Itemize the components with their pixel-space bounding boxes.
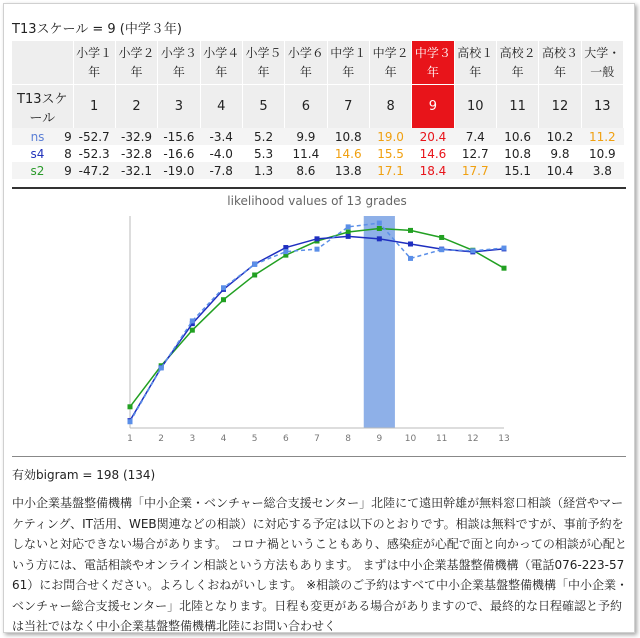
scale-number: 9 (412, 85, 454, 129)
row-value: 11.4 (292, 146, 320, 161)
row-value: 19.0 (369, 128, 411, 145)
x-tick-label: 9 (376, 434, 383, 444)
divider-bottom (12, 456, 626, 457)
scale-number: 4 (200, 85, 242, 129)
data-point-ns (283, 249, 288, 254)
data-point-ns (439, 247, 444, 252)
data-point-s4 (377, 236, 382, 241)
score-row-s2 (12, 162, 624, 179)
x-tick-label: 3 (189, 434, 196, 444)
scale-number: 5 (242, 85, 284, 129)
highlight-band (364, 216, 395, 428)
grade-label: 小学２年 (115, 41, 157, 85)
scale-number: 2 (115, 85, 157, 129)
scale-number: 6 (285, 85, 327, 129)
x-tick-label: 7 (314, 434, 320, 444)
data-point-s2 (346, 230, 351, 235)
scale-number: 10 (454, 85, 496, 129)
data-point-s4 (346, 234, 351, 239)
score-row-s4 (12, 145, 624, 162)
row-value: 18.4 (412, 162, 454, 179)
x-tick-label: 10 (404, 434, 417, 444)
row-score: 9 (64, 163, 72, 178)
data-point-s2 (221, 297, 226, 302)
scale-label: T13スケール (12, 85, 73, 129)
row-value: -47.2 (73, 162, 115, 179)
scale-number: 8 (369, 85, 411, 129)
score-row-ns (12, 128, 624, 145)
row-value: 9.8 (550, 146, 570, 161)
data-point-s4 (315, 236, 320, 241)
data-point-ns (408, 256, 413, 261)
grade-table (12, 41, 624, 179)
grade-label: 小学３年 (158, 41, 200, 85)
x-tick-label: 8 (345, 434, 352, 444)
row-value: 14.6 (334, 146, 362, 161)
row-value: 10.4 (539, 162, 581, 179)
header-corner (12, 41, 73, 85)
row-value: 15.1 (496, 162, 538, 179)
x-tick-label: 11 (435, 434, 448, 444)
row-value: 3.8 (581, 162, 623, 179)
row-value: 5.3 (254, 146, 274, 161)
grade-label: 大学・一般 (581, 41, 623, 85)
scale-number: 11 (496, 85, 538, 129)
row-value: 9.9 (285, 128, 327, 145)
data-point-ns (502, 246, 507, 251)
scale-number: 12 (539, 85, 581, 129)
row-value: -32.8 (120, 146, 153, 161)
data-point-s2 (190, 328, 195, 333)
data-point-ns (377, 221, 382, 226)
scale-number-row (12, 85, 624, 129)
grade-header-row (12, 41, 624, 85)
scale-number: 1 (73, 85, 115, 129)
data-point-ns (470, 248, 475, 253)
row-value: -3.4 (200, 128, 242, 145)
row-value: -32.1 (115, 162, 157, 179)
grade-label: 高校２年 (496, 41, 538, 85)
row-value: 17.1 (369, 162, 411, 179)
data-point-s2 (502, 266, 507, 271)
bigram-count: 有効bigram = 198 (134) (12, 468, 156, 482)
grade-label: 高校３年 (539, 41, 581, 85)
data-point-s2 (439, 235, 444, 240)
row-value: 15.5 (377, 146, 404, 161)
data-point-ns (159, 365, 164, 370)
row-name: s4 (30, 146, 45, 161)
data-point-ns (221, 285, 226, 290)
grade-label: 高校１年 (454, 41, 496, 85)
row-value: -16.6 (163, 146, 195, 161)
scale-number: 13 (581, 85, 623, 129)
row-value: -15.6 (158, 128, 200, 145)
likelihood-chart (12, 190, 626, 456)
row-value: -32.9 (115, 128, 157, 145)
data-point-s4 (408, 241, 413, 246)
data-point-ns (252, 262, 257, 267)
series-line-s2 (130, 229, 504, 407)
row-name: ns (12, 128, 63, 145)
row-value: 14.6 (419, 146, 447, 161)
grade-label: 中学２年 (369, 41, 411, 85)
chart-title: likelihood values of 13 grades (227, 194, 407, 208)
x-tick-label: 4 (220, 434, 227, 444)
x-tick-label: 12 (467, 434, 479, 444)
x-tick-label: 2 (158, 434, 165, 444)
row-name: s2 (12, 162, 63, 179)
data-point-s2 (377, 226, 382, 231)
series-line-s4 (130, 236, 504, 420)
row-value: 10.9 (588, 146, 616, 161)
x-tick-label: 6 (282, 434, 289, 444)
x-tick-label: 5 (251, 434, 258, 444)
page-title: T13スケール = 9 (中学３年) (12, 22, 182, 37)
grade-label: 中学１年 (327, 41, 369, 85)
row-value: 10.2 (539, 128, 581, 145)
data-point-s2 (252, 272, 257, 277)
row-value: 10.8 (327, 128, 369, 145)
row-value: 11.2 (581, 128, 623, 145)
row-value: 8.6 (285, 162, 327, 179)
series-line-ns (130, 223, 504, 422)
row-value: 17.7 (454, 162, 496, 179)
x-tick-label: 13 (498, 434, 510, 444)
row-score: 9 (64, 129, 72, 144)
report-frame (3, 3, 635, 633)
row-value: -52.3 (78, 146, 110, 161)
row-value: 5.2 (242, 128, 284, 145)
grade-label: 小学１年 (73, 41, 115, 85)
data-point-s2 (128, 404, 133, 409)
row-value: -7.8 (200, 162, 242, 179)
scale-number: 7 (327, 85, 369, 129)
row-value: 20.4 (412, 128, 454, 145)
grade-label: 小学６年 (285, 41, 327, 85)
grade-label: 小学４年 (200, 41, 242, 85)
data-point-ns (190, 318, 195, 323)
row-value: 1.3 (242, 162, 284, 179)
row-value: -4.0 (209, 146, 233, 161)
row-value: 7.4 (454, 128, 496, 145)
row-value: 10.6 (496, 128, 538, 145)
row-score: 8 (64, 146, 72, 161)
notice-paragraph: 中小企業基盤整備機構「中小企業・ベンチャー総合支援センター」北陸にて遠田幹雄が無料窓口相談（経営やマーケティング、IT活用、WEB関連などの相談）に対応する予定は以下のとおりです。相談は無料ですが、事前予約をしないと対応できない場合があります。 コロナ禍ということもあり、感染症が心配で面と向かっての相談が心配という方には、電話相談やオンライン相談という方法もあります。 まずは中小企業基盤整備機構（電話076-223-5761）にお問合せください。よろしくおねがいします。 ※相談のご予約はすべて中小企業基盤整備機構「中小企業・ベンチャー総合支援センター」北陸となります。日程も変更がある場合がありますので、最終的な日程確認と予約は当社ではなく中小企業基盤整備機構北陸にお問い合わせく (12, 496, 628, 633)
grade-label: 中学３年 (412, 41, 454, 85)
row-value: -52.7 (73, 128, 115, 145)
grade-label: 小学５年 (242, 41, 284, 85)
data-point-ns (346, 224, 351, 229)
row-value: 10.8 (504, 146, 531, 161)
row-value: 12.7 (461, 146, 489, 161)
row-value: -19.0 (158, 162, 200, 179)
row-value: 13.8 (327, 162, 369, 179)
scale-number: 3 (158, 85, 200, 129)
data-point-ns (128, 419, 133, 424)
divider-top (12, 187, 626, 189)
data-point-s2 (408, 228, 413, 233)
x-tick-label: 1 (127, 434, 133, 444)
data-point-ns (315, 247, 320, 252)
